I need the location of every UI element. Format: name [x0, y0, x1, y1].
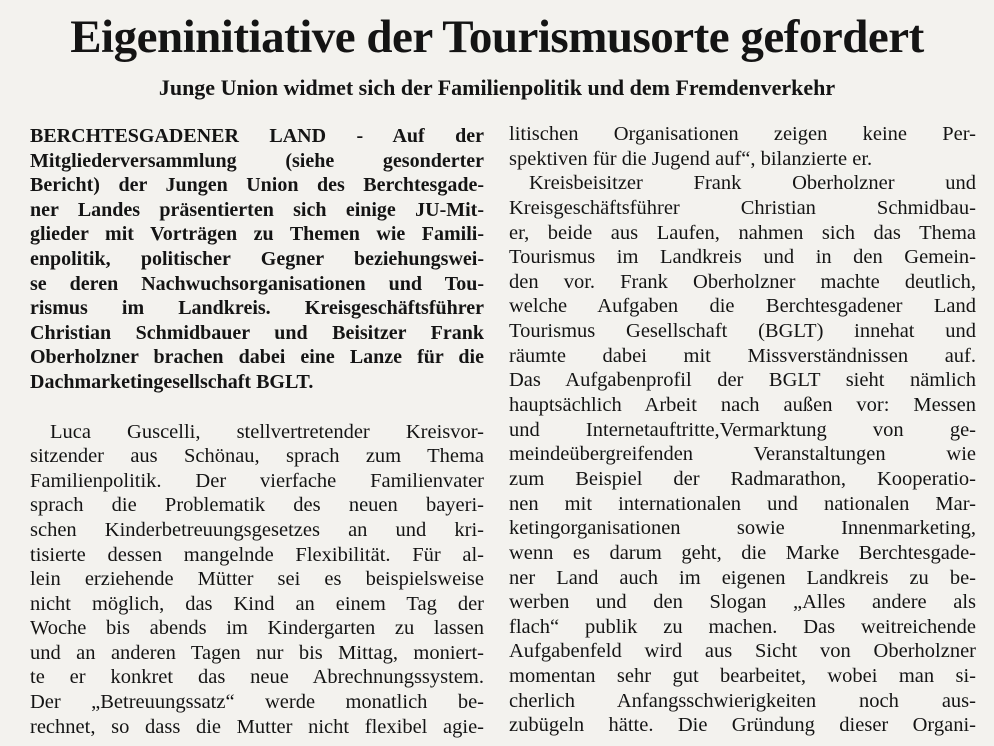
- body-line: räumte dabei mit Missverständnissen auf.: [509, 344, 976, 367]
- lead-line: Oberholzner brachen dabei eine Lanze für die: [30, 346, 484, 369]
- body-line: sitzender aus Schönau, sprach zum Thema: [30, 445, 484, 468]
- lead-line: se deren Nachwuchsorganisationen und Tou-: [30, 272, 484, 295]
- body-line: lein erziehende Mütter sei es beispielsweise: [30, 568, 484, 591]
- body-line: sprach die Problematik des neuen bayeri-: [30, 494, 484, 517]
- lead-line: enpolitik, politischer Gegner beziehungswei-: [30, 247, 484, 270]
- body-line: den vor. Frank Oberholzner machte deutlich,: [509, 270, 976, 293]
- body-line: hauptsächlich Arbeit nach außen vor: Messen: [509, 394, 976, 417]
- lead-line: glieder mit Vorträgen zu Themen wie Famili-: [30, 223, 484, 246]
- body-line: wenn es darum geht, die Marke Berchtesgade-: [509, 541, 976, 564]
- body-line: flach“ publik zu machen. Das weitreichende: [509, 615, 976, 638]
- lead-line: BERCHTESGADENER LAND - Auf der: [30, 125, 484, 147]
- body-line: zubügeln hätte. Die Gründung dieser Organi-: [509, 714, 976, 737]
- body-paragraph-left: [30, 420, 484, 740]
- body-line: Woche bis abends im Kindergarten zu lassen: [30, 617, 484, 640]
- body-line: und an anderen Tagen nur bis Mittag, moniert-: [30, 641, 484, 664]
- body-line: Luca Guscelli, stellvertretender Kreisvor-: [50, 420, 484, 443]
- body-line: Kreisbeisitzer Frank Oberholzner und: [529, 172, 976, 195]
- body-line: werben und den Slogan „Alles andere als: [509, 591, 976, 614]
- body-line: zum Beispiel der Radmarathon, Kooperatio-: [509, 467, 976, 490]
- body-line: rechnet, so dass die Mutter nicht flexibel agie-: [30, 715, 484, 738]
- lead-paragraph: [30, 124, 484, 395]
- body-line: Kreisgeschäftsführer Christian Schmidbau-: [509, 196, 976, 219]
- lead-line: ner Landes präsentierten sich einige JU-Mit-: [30, 198, 484, 221]
- lead-line: Christian Schmidbauer und Beisitzer Frank: [30, 321, 484, 344]
- body-line: Das Aufgabenprofil der BGLT sieht nämlich: [509, 369, 976, 392]
- body-line: momentan sehr gut bearbeitet, wobei man si-: [509, 665, 976, 688]
- body-line: Familienpolitik. Der vierfache Familienvater: [30, 469, 484, 492]
- lead-line: Dachmarketingesellschaft BGLT.: [30, 370, 314, 393]
- body-line: und Internetauftritte,Vermarktung von ge-: [509, 418, 976, 441]
- body-line: Tourismus Gesellschaft (BGLT) innehat und: [509, 320, 976, 343]
- article-subheadline: Junge Union widmet sich der Familienpolitik und dem Fremdenverkehr: [158, 75, 836, 100]
- lead-line: rismus im Landkreis. Kreisgeschäftsführer: [30, 297, 484, 320]
- body-line: te er konkret das neue Abrechnungssystem.: [30, 666, 484, 689]
- body-line: ner Land auch im eigenen Landkreis zu be-: [509, 566, 976, 589]
- body-line: ketingorganisationen sowie Innenmarketing,: [509, 517, 976, 540]
- right-column: [509, 122, 976, 738]
- body-line: schen Kinderbetreuungsgesetzes an und kri-: [30, 518, 484, 541]
- lead-line: Bericht) der Jungen Union des Berchtesgade-: [30, 174, 484, 197]
- body-line: cherlich Anfangsschwierigkeiten noch aus-: [509, 689, 976, 712]
- body-line: welche Aufgaben die Berchtesgadener Land: [509, 295, 976, 318]
- left-column: [30, 124, 484, 739]
- body-line: tisierte dessen mangelnde Flexibilität. Für al-: [30, 543, 484, 566]
- body-line: er, beide aus Laufen, nahmen sich das Thema: [509, 221, 976, 244]
- body-line: Der „Betreuungssatz“ werde monatlich be-: [30, 691, 484, 714]
- body-line: meindeübergreifenden Veranstaltungen wie: [509, 443, 976, 466]
- body-line: nen mit internationalen und nationalen Mar-: [509, 492, 976, 515]
- paragraph-gap: [30, 395, 484, 420]
- body-line: Tourismus im Landkreis und in den Gemein-: [509, 246, 976, 269]
- body-line: Aufgabenfeld wird aus Sicht von Oberholzner: [509, 640, 976, 663]
- lead-line: Mitgliederversammlung (siehe gesonderter: [30, 149, 484, 172]
- body-line: nicht möglich, das Kind an einem Tag der: [30, 592, 484, 615]
- body-line: spektiven für die Jugend auf“, bilanzierte er.: [509, 147, 873, 170]
- body-line: litischen Organisationen zeigen keine Per-: [509, 123, 976, 145]
- article-headline: Eigeninitiative der Tourismusorte gefordert: [70, 11, 924, 63]
